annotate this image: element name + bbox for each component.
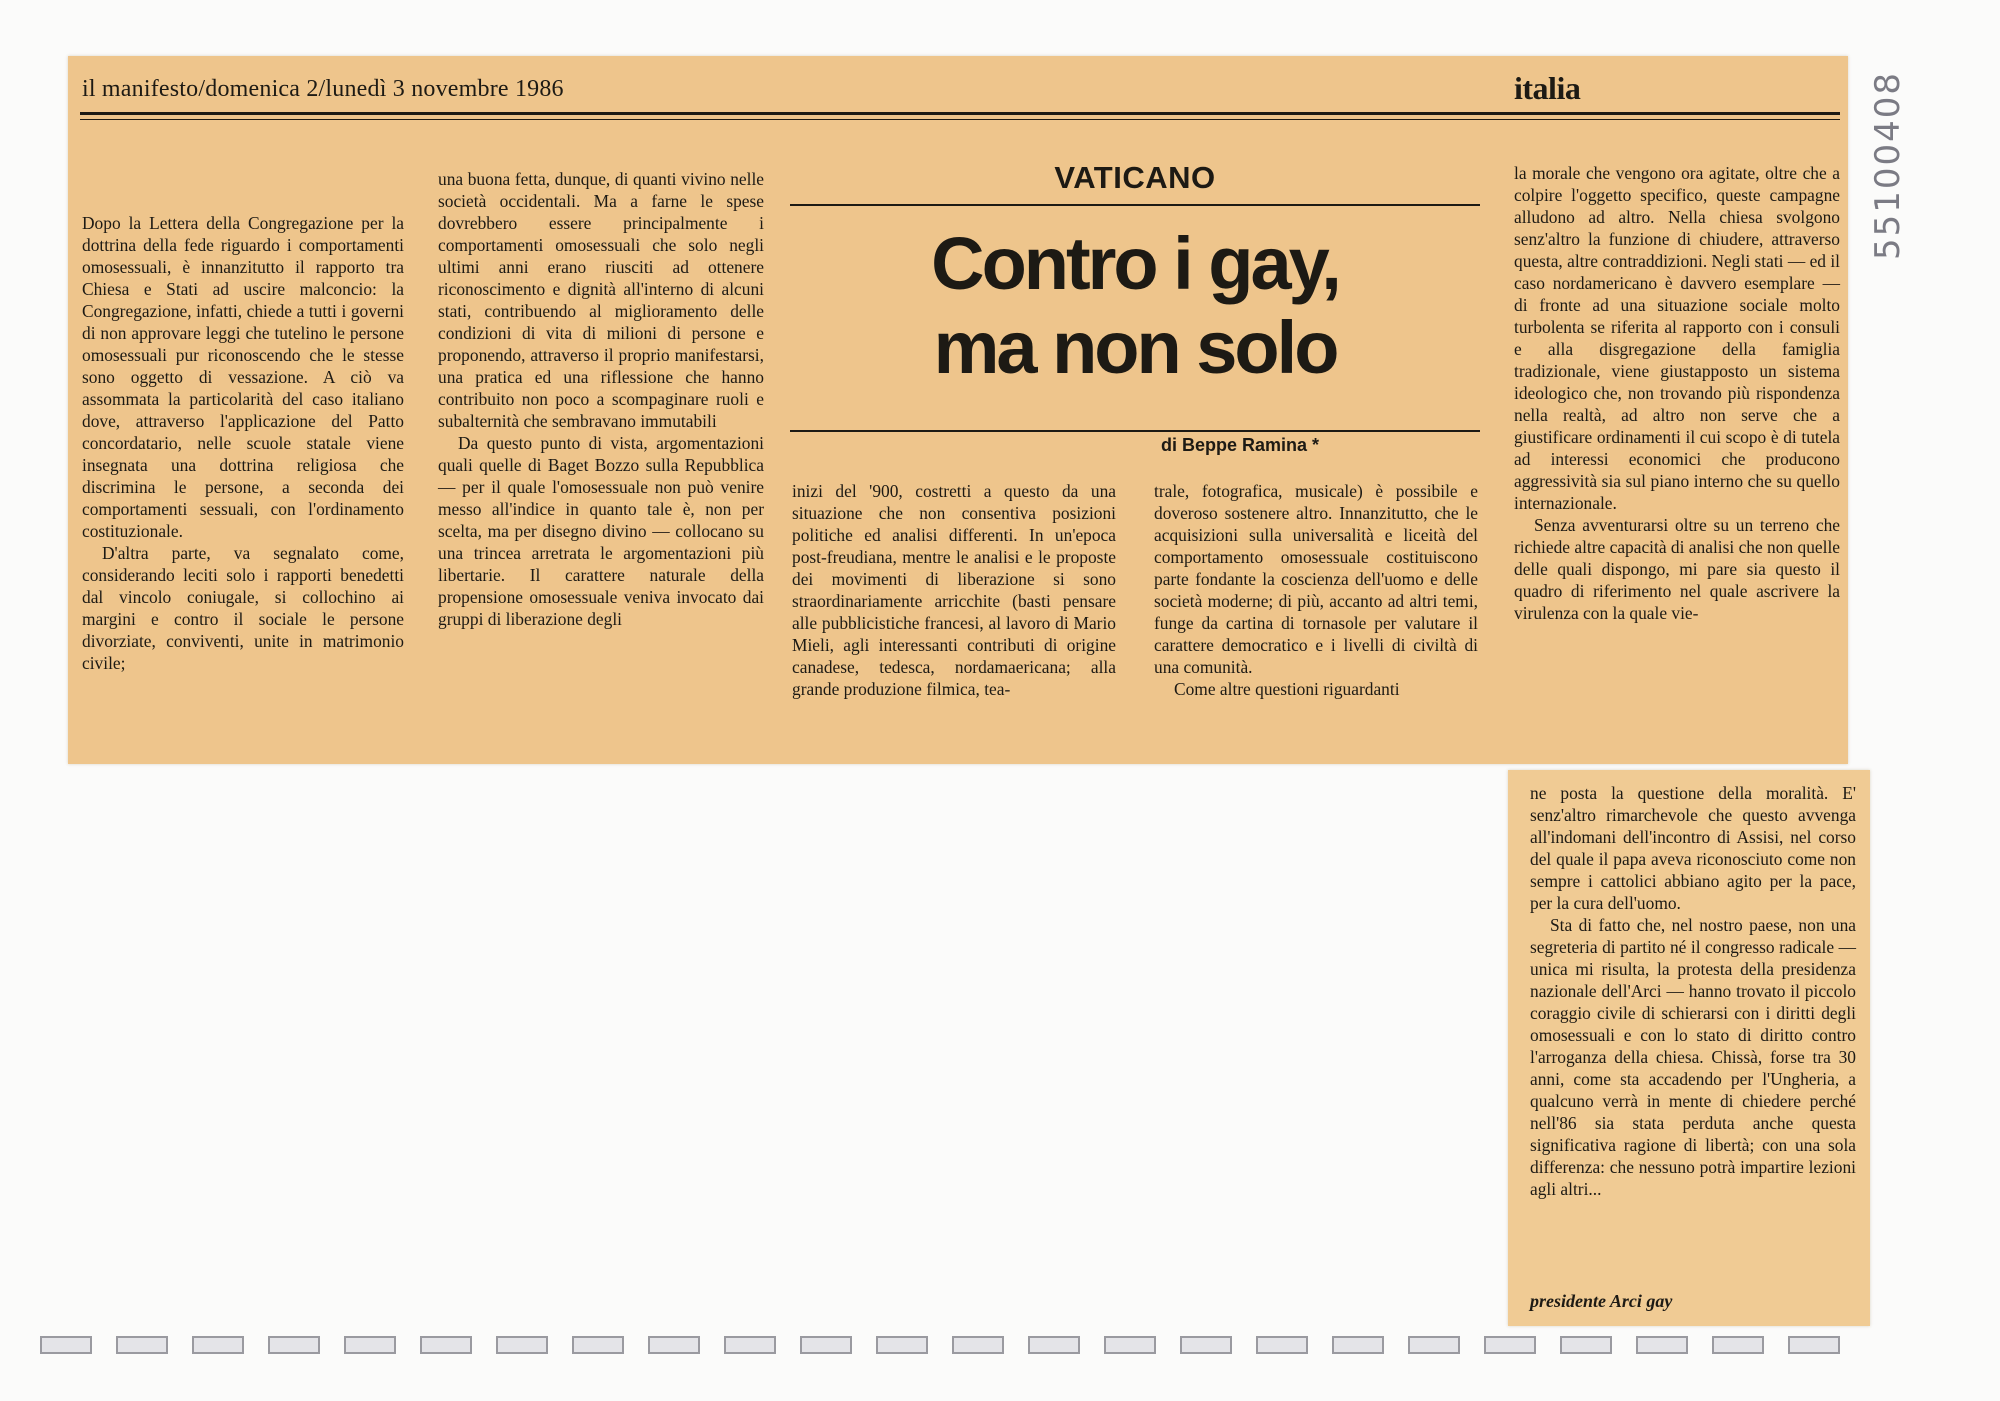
paragraph: una buona fetta, dunque, di quanti vivino nelle società occidentali. Ma a farne le spese dovrebbero essere principalmente i comportamenti omosessuali che solo negli ultimi anni erano riusciti ad ottenere riconoscimento e dignità all'interno di alcuni stati, contribuendo al miglioramento delle condizioni di vita di milioni di persone e proponendo, attraverso il proprio manifestarsi, una pratica ed una riflessione che hanno contribuito non poco a scompaginare ruoli e subalternità che sembravano immutabili bbox=[438, 169, 764, 431]
paragraph: Come altre questioni riguardanti bbox=[1174, 679, 1400, 699]
article-column-5 bbox=[1514, 162, 1840, 624]
binder-hole bbox=[268, 1336, 320, 1354]
article-headline bbox=[790, 222, 1480, 390]
title-rule bbox=[790, 204, 1480, 206]
paragraph: la morale che vengono ora agitate, oltre che a colpire l'oggetto specifico, queste campagne alludono ad altro. Nella chiesa svolgono senz'altro la funzione di chiudere, attraverso questa, altre contraddizioni. Negli stati — ed il caso nordamericano è davvero esemplare — di fronte ad una situazione sociale molto turbolenta se riferita al rapporto con i consuli e alla disgregazione della famiglia tradizionale, viene giustapposto un sistema ideologico che, non trovando più rispondenza nella realtà, ad altro non serve che a giustificare ordinamenti il cui scopo è di tutela ad interessi economici che producono aggressività sia sul piano interno che su quello internazionale. bbox=[1514, 163, 1840, 513]
binder-hole bbox=[800, 1336, 852, 1354]
paragraph: ne posta la questione della moralità. E' senz'altro rimarchevole che questo avvenga all'indomani dell'incontro di Assisi, nel corso del quale il papa aveva riconosciuto come non sempre i cattolici abbiano agito per la pace, per la cura dell'uomo. bbox=[1530, 783, 1856, 913]
binder-hole bbox=[1332, 1336, 1384, 1354]
binder-hole bbox=[1636, 1336, 1688, 1354]
paragraph: trale, fotografica, musicale) è possibile e doveroso sostenere altro. Innanzitutto, che le acquisizioni sulla universalità e liceità del comportamento omosessuale costituiscono parte fondante la coscienza dell'uomo e delle società moderne; di più, accanto ad altri temi, funge da cartina di tornasole per valutare il carattere democratico e i livelli di civiltà di una comunità. bbox=[1154, 481, 1478, 677]
binder-hole bbox=[1484, 1336, 1536, 1354]
paragraph: Senza avventurarsi oltre su un terreno che richiede altre capacità di analisi che non quelle delle quali dispongo, mi pare sia questo il quadro di riferimento nel quale ascrivere la virulenza con la quale vie- bbox=[1514, 515, 1840, 623]
paragraph: inizi del '900, costretti a questo da una situazione che non consentiva posizioni politiche ed analisi differenti. In un'epoca post-freudiana, mentre le analisi e le proposte dei movimenti di liberazione si sono straordinariamente arricchite (basti pensare alle pubblicistiche francesi, al lavoro di Mario Mieli, agli interessanti contributi di origine canadese, tedesca, nordamaericana; alla grande produzione filmica, tea- bbox=[792, 481, 1116, 699]
article-column-6 bbox=[1530, 782, 1856, 1200]
binder-hole bbox=[1104, 1336, 1156, 1354]
binder-hole bbox=[1028, 1336, 1080, 1354]
binder-hole bbox=[344, 1336, 396, 1354]
paragraph: Da questo punto di vista, argomentazioni quali quelle di Baget Bozzo sulla Repubblica — per il quale l'omosessuale non può venire messo all'indice in quanto tale è, non per scelta, ma per disegno divino — collocano su una trincea arretrata le argomentazioni più libertarie. Il carattere naturale della propensione omosessuale veniva invocato dai gruppi di liberazione degli bbox=[438, 433, 764, 629]
binder-hole bbox=[420, 1336, 472, 1354]
headline-line-2: ma non solo bbox=[933, 306, 1337, 389]
masthead: il manifesto/domenica 2/lunedì 3 novembre 1986 bbox=[82, 76, 564, 102]
article-column-3 bbox=[792, 480, 1116, 700]
binder-hole bbox=[724, 1336, 776, 1354]
binder-hole bbox=[1712, 1336, 1764, 1354]
archive-number: 55100408 bbox=[1868, 70, 1908, 260]
binder-hole bbox=[496, 1336, 548, 1354]
paragraph: Sta di fatto che, nel nostro paese, non una segreteria di partito né il congresso radicale — unica mi risulta, la protesta della presidenza nazionale dell'Arci — hanno trovato il piccolo coraggio civile di schierarsi con i diritti degli omosessuali e con lo stato di diritto contro l'arroganza della chiesa. Chissà, forse tra 30 anni, come sta accadendo per l'Ungheria, a qualcuno verrà in mente di chiedere perché nell'86 sia stata perduta anche questa significativa ragione di libertà; con una sola differenza: che nessuno potrà impartire lezioni agli altri... bbox=[1530, 915, 1856, 1199]
author-signature: presidente Arci gay bbox=[1530, 1291, 1673, 1311]
binder-hole bbox=[40, 1336, 92, 1354]
binder-hole bbox=[952, 1336, 1004, 1354]
binder-hole bbox=[1256, 1336, 1308, 1354]
article-column-1 bbox=[82, 212, 404, 674]
binder-hole bbox=[648, 1336, 700, 1354]
header-rule bbox=[80, 112, 1840, 115]
article-byline: di Beppe Ramina * bbox=[1160, 435, 1320, 455]
binder-hole bbox=[876, 1336, 928, 1354]
title-rule bbox=[790, 430, 1480, 432]
article-column-4 bbox=[1154, 480, 1478, 700]
headline-line-1: Contro i gay, bbox=[931, 222, 1339, 305]
header-rule-thin bbox=[80, 119, 1840, 120]
binder-holes bbox=[40, 1336, 1860, 1360]
binder-hole bbox=[192, 1336, 244, 1354]
article-column-2 bbox=[438, 168, 764, 630]
paragraph: D'altra parte, va segnalato come, considerando leciti solo i rapporti benedetti dal vincolo coniugale, si collochino ai margini e contro il sociale le persone divorziate, conviventi, unite in matrimonio civile; bbox=[82, 543, 404, 673]
binder-hole bbox=[1560, 1336, 1612, 1354]
binder-hole bbox=[116, 1336, 168, 1354]
binder-hole bbox=[572, 1336, 624, 1354]
binder-hole bbox=[1408, 1336, 1460, 1354]
paragraph: Dopo la Lettera della Congregazione per la dottrina della fede riguardo i comportamenti omosessuali, è innanzitutto il rapporto tra Chiesa e Stati ad uscire malconcio: la Congregazione, infatti, chiede a tutti i governi di non approvare leggi che tutelino le persone omosessuali pur riconoscendo che le stesse sono oggetto di vessazione. A ciò va assommata la particolarità del caso italiano dove, attraverso l'applicazione del Patto concordatario, nelle scuole statale viene insegnata una dottrina religiosa che discrimina le persone, a seconda dei comportamenti sessuali, con l'ordinamento costituzionale. bbox=[82, 213, 404, 541]
binder-hole bbox=[1180, 1336, 1232, 1354]
binder-hole bbox=[1788, 1336, 1840, 1354]
section-label: italia bbox=[1514, 70, 1581, 106]
article-kicker: VATICANO bbox=[1054, 160, 1216, 195]
